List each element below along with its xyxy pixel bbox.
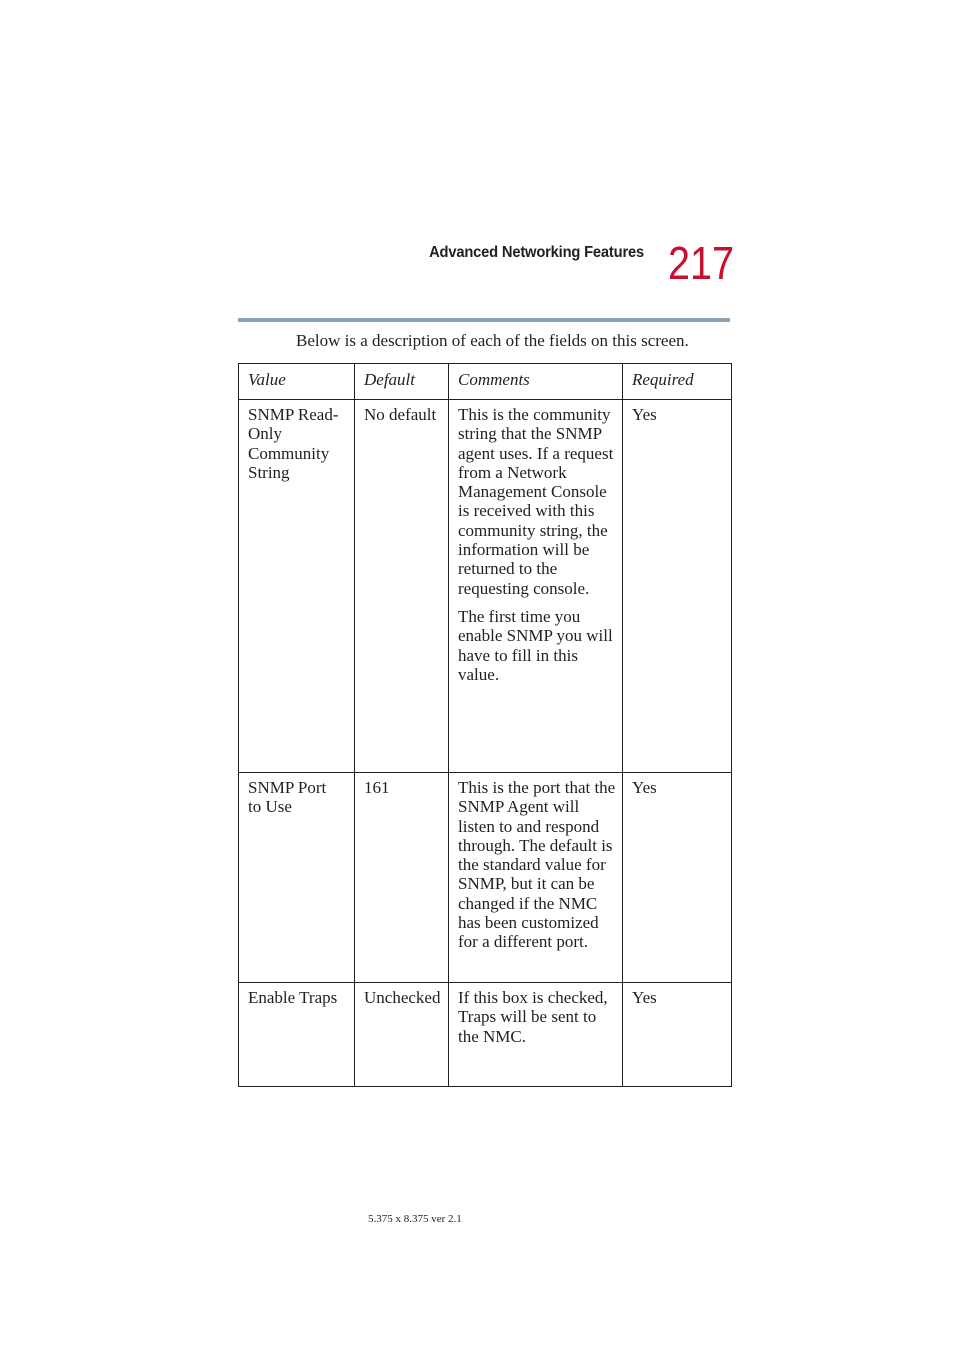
intro-text: Below is a description of each of the fields on this screen.	[296, 331, 689, 350]
cell-comments	[449, 773, 623, 983]
page-number: 217	[668, 237, 735, 289]
cell-value: SNMP Port to Use	[239, 773, 355, 983]
cell-default: 161	[355, 773, 449, 983]
cell-required: Yes	[623, 983, 732, 1087]
table-header-row	[239, 364, 732, 400]
page-footer: 5.375 x 8.375 ver 2.1	[368, 1213, 462, 1225]
fields-table	[238, 363, 732, 1087]
column-header-required: Required	[623, 364, 732, 400]
comment-paragraph: This is the community string that the SNMP agent uses. If a request from a Network Management Console is received with this community string, the information will be returned to the requesting console.	[458, 405, 614, 598]
header-rule	[238, 318, 730, 322]
comment-paragraph: If this box is checked, Traps will be sent to the NMC.	[458, 988, 608, 1046]
cell-value: Enable Traps	[239, 983, 355, 1087]
cell-comments	[449, 983, 623, 1087]
cell-default: No default	[355, 400, 449, 773]
cell-required: Yes	[623, 773, 732, 983]
cell-required: Yes	[623, 400, 732, 773]
cell-comments	[449, 400, 623, 773]
column-header-comments: Comments	[449, 364, 623, 400]
table-row	[239, 400, 732, 773]
comment-paragraph: The first time you enable SNMP you will have to fill in this value.	[458, 606, 613, 684]
running-head-title: Advanced Networking Features	[429, 244, 644, 261]
comment-paragraph: This is the port that the SNMP Agent will listen to and respond through. The default is the standard value for SNMP, but it can be changed if the NMC has been customized for a different port.	[458, 778, 616, 952]
table-row	[239, 983, 732, 1087]
column-header-default: Default	[355, 364, 449, 400]
column-header-value: Value	[239, 364, 355, 400]
cell-value: SNMP Read-Only Community String	[239, 400, 355, 773]
table-row	[239, 773, 732, 983]
cell-default: Unchecked	[355, 983, 449, 1087]
